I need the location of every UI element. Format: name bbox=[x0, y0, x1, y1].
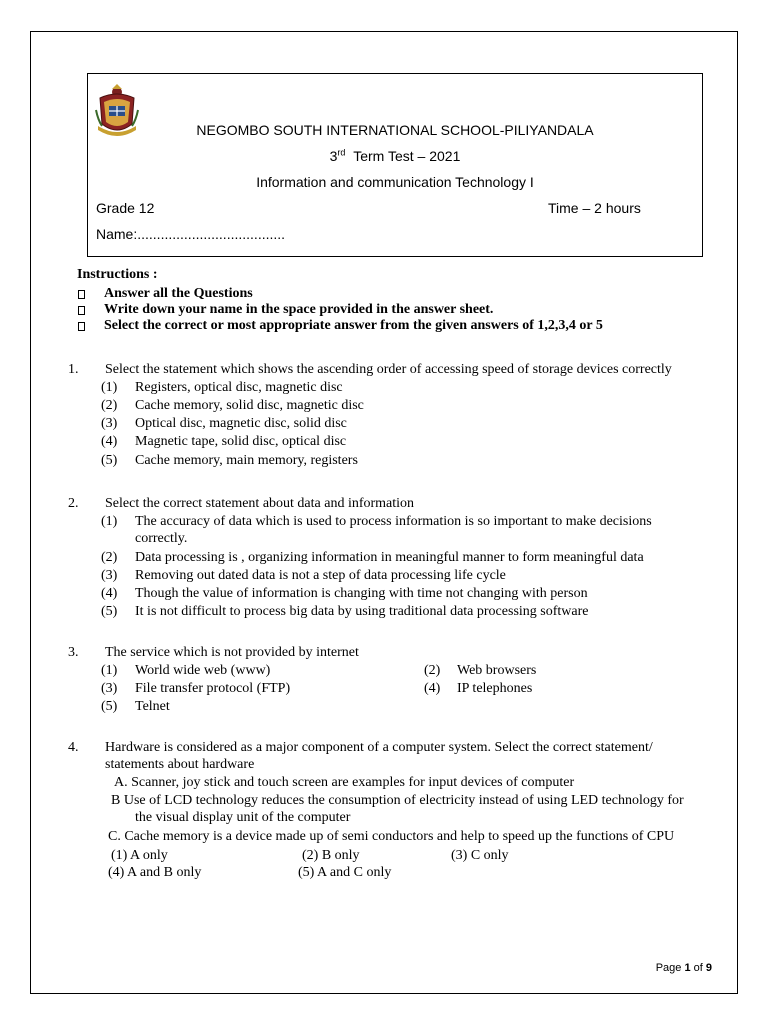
option-text: Telnet bbox=[135, 699, 170, 714]
of-word: of bbox=[690, 962, 706, 974]
option-text: (5) A and C only bbox=[298, 865, 392, 880]
grade-label: Grade 12 bbox=[96, 200, 155, 216]
option-text: (2) B only bbox=[302, 848, 360, 863]
page-total: 9 bbox=[705, 962, 712, 974]
checkbox-icon bbox=[78, 322, 85, 331]
term-ordinal: 3 bbox=[329, 148, 338, 164]
question-number: 3. bbox=[68, 645, 79, 660]
option-text: (1) A only bbox=[111, 848, 168, 863]
statement-a: A. Scanner, joy stick and touch screen are examples for input devices of computer bbox=[114, 775, 575, 790]
term-test-title bbox=[87, 148, 703, 164]
instruction-3: Select the correct or most appropriate answer from the given answers of 1,2,3,4 or 5 bbox=[104, 318, 603, 333]
option-number: (2) bbox=[101, 398, 118, 413]
option-text: Registers, optical disc, magnetic disc bbox=[135, 380, 343, 395]
question-text: Select the correct statement about data and information bbox=[105, 496, 415, 511]
statement-c: C. Cache memory is a device made up of semi conductors and help to speed up the functions of CPU bbox=[108, 829, 675, 844]
term-suffix: rd bbox=[337, 147, 346, 158]
instructions-title: Instructions : bbox=[77, 267, 158, 282]
option-number: (2) bbox=[424, 663, 441, 678]
option-number: (3) bbox=[101, 568, 118, 583]
page-word: Page bbox=[655, 962, 685, 974]
instruction-2: Write down your name in the space provided in the answer sheet. bbox=[104, 302, 494, 317]
checkbox-icon bbox=[78, 306, 85, 315]
question-text: The service which is not provided by internet bbox=[105, 645, 359, 660]
option-text-continued: correctly. bbox=[135, 531, 188, 546]
question-text: Hardware is considered as a major component of a computer system. Select the correct statement/ bbox=[105, 740, 653, 755]
term-rest: Term Test – 2021 bbox=[353, 148, 461, 164]
option-number: (1) bbox=[101, 514, 118, 529]
statement-b-continued: the visual display unit of the computer bbox=[135, 810, 351, 825]
option-text: Optical disc, magnetic disc, solid disc bbox=[135, 416, 347, 431]
option-text: World wide web (www) bbox=[135, 663, 271, 678]
option-number: (3) bbox=[101, 416, 118, 431]
option-text: Cache memory, solid disc, magnetic disc bbox=[135, 398, 364, 413]
option-text: Cache memory, main memory, registers bbox=[135, 453, 358, 468]
time-label: Time – 2 hours bbox=[548, 200, 641, 216]
option-text: File transfer protocol (FTP) bbox=[135, 681, 291, 696]
option-number: (2) bbox=[101, 550, 118, 565]
option-number: (4) bbox=[101, 434, 118, 449]
question-text: Select the statement which shows the ascending order of accessing speed of storage devices correctly bbox=[105, 362, 672, 377]
page-number bbox=[656, 962, 712, 974]
question-number: 2. bbox=[68, 496, 79, 511]
option-number: (5) bbox=[101, 699, 118, 714]
option-text: Web browsers bbox=[457, 663, 537, 678]
option-number: (5) bbox=[101, 453, 118, 468]
instruction-1: Answer all the Questions bbox=[104, 286, 253, 301]
option-text: Data processing is , organizing information in meaningful manner to form meaningful data bbox=[135, 550, 644, 565]
option-text: (3) C only bbox=[451, 848, 509, 863]
option-text: Magnetic tape, solid disc, optical disc bbox=[135, 434, 347, 449]
page-current: 1 bbox=[684, 962, 691, 974]
option-number: (1) bbox=[101, 663, 118, 678]
option-number: (3) bbox=[101, 681, 118, 696]
checkbox-icon bbox=[78, 290, 85, 299]
statement-b: B Use of LCD technology reduces the consumption of electricity instead of using LED technology for bbox=[111, 793, 684, 808]
option-text: It is not difficult to process big data by using traditional data processing software bbox=[135, 604, 589, 619]
option-text: Though the value of information is changing with time not changing with person bbox=[135, 586, 588, 601]
option-number: (4) bbox=[424, 681, 441, 696]
option-text: The accuracy of data which is used to process information is so important to make decisions bbox=[135, 514, 652, 529]
option-text: Removing out dated data is not a step of data processing life cycle bbox=[135, 568, 506, 583]
question-number: 1. bbox=[68, 362, 79, 377]
option-number: (5) bbox=[101, 604, 118, 619]
question-number: 4. bbox=[68, 740, 79, 755]
option-number: (1) bbox=[101, 380, 118, 395]
school-name: NEGOMBO SOUTH INTERNATIONAL SCHOOL-PILIYANDALA bbox=[196, 122, 594, 138]
subject-title: Information and communication Technology I bbox=[256, 174, 534, 190]
question-text-continued: statements about hardware bbox=[105, 757, 255, 772]
option-number: (4) bbox=[101, 586, 118, 601]
name-field: Name:...................................... bbox=[96, 226, 286, 242]
option-text: IP telephones bbox=[457, 681, 533, 696]
option-text: (4) A and B only bbox=[108, 865, 202, 880]
